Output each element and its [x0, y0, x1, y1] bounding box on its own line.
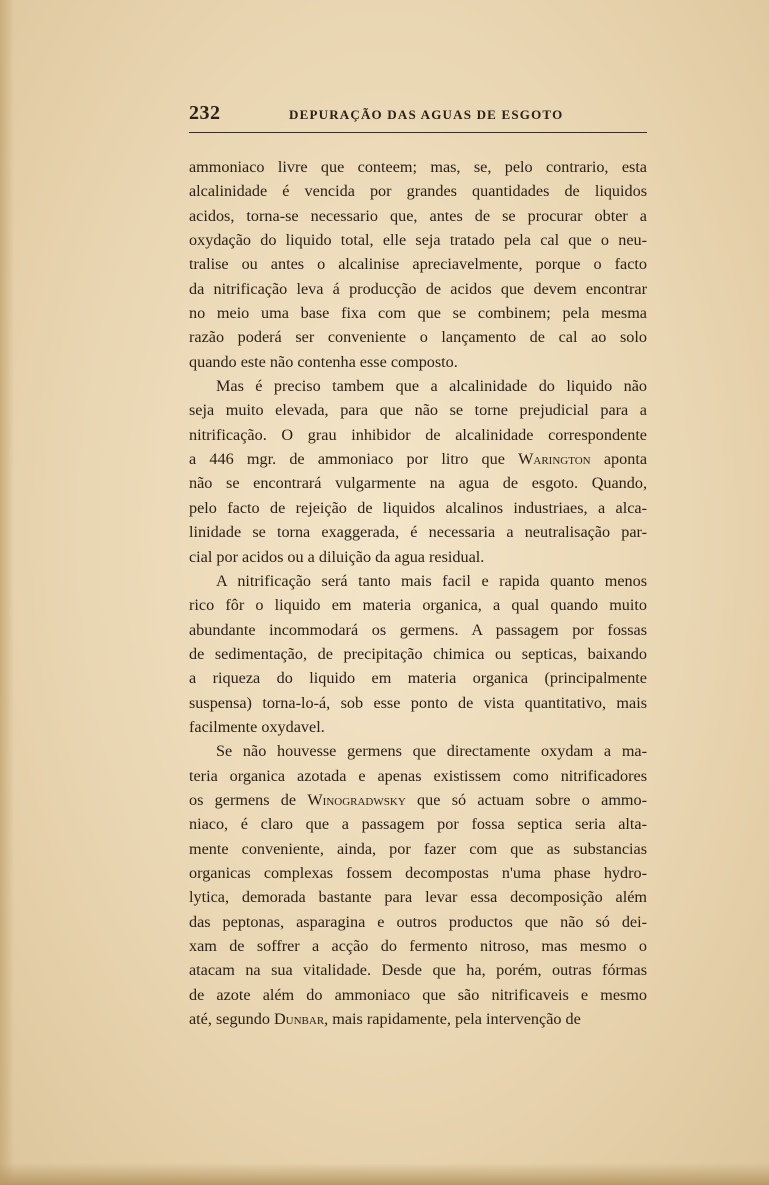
body-text	[189, 155, 647, 1031]
paragraph	[189, 569, 647, 739]
text-line: Se não houvesse germens que directamente oxydam a ma-	[216, 742, 647, 761]
text-line: organicas complexas fossem decompostas n'uma phase hydro-	[189, 863, 647, 882]
text-line: abundante incommodará os germens. A passagem por fossas	[189, 620, 647, 639]
text-line: nitrificação. O grau inhibidor de alcalinidade correspondente	[189, 425, 647, 444]
paragraph	[189, 739, 647, 1031]
page-edge-shadow-bottom	[0, 1163, 769, 1185]
text-line: das peptonas, asparagina e outros productos que não só dei-	[189, 912, 647, 931]
text-line: cial por acidos ou a diluição da agua residual.	[189, 547, 485, 566]
text-line: de azote além do ammoniaco que são nitrificaveis e mesmo	[189, 985, 647, 1004]
header-rule	[189, 132, 647, 133]
page-edge-shadow-left	[0, 0, 14, 1185]
text-line: tralise ou antes o alcalinise apreciavelmente, porque o facto	[189, 255, 647, 274]
text-line: da nitrificação leva á producção de acidos que devem encontrar	[189, 279, 647, 298]
text-line: seja muito elevada, para que não se torne prejudicial para a	[189, 401, 647, 420]
running-head: DEPURAÇÃO DAS AGUAS DE ESGOTO	[289, 107, 564, 122]
text-line: teria organica azotada e apenas existissem como nitrificadores	[189, 766, 647, 785]
text-line: Mas é preciso tambem que a alcalinidade do liquido não	[216, 377, 647, 396]
text-line: lytica, demorada bastante para levar essa decomposição além	[189, 888, 647, 907]
page-header	[189, 102, 647, 128]
text-line: rico fôr o liquido em materia organica, a qual quando muito	[189, 596, 647, 615]
text-line: não se encontrará vulgarmente na agua de esgoto. Quando,	[189, 474, 647, 493]
text-line: pelo facto de rejeição de liquidos alcalinos industriaes, a alca-	[189, 498, 647, 517]
text-line: ammoniaco livre que conteem; mas, se, pelo contrario, esta	[189, 158, 647, 176]
text-line: a 446 mgr. de ammoniaco por litro que Warington aponta	[189, 450, 647, 469]
text-line: facilmente oxydavel.	[189, 717, 325, 736]
text-line: oxydação do liquido total, elle seja tratado pela cal que o neu-	[189, 231, 647, 250]
page-number: 232	[189, 102, 221, 124]
text-line: suspensa) torna-lo-á, sob esse ponto de vista quantitativo, mais	[189, 693, 647, 712]
paragraph	[189, 374, 647, 569]
text-line: razão poderá ser conveniente o lançamento de cal ao solo	[189, 328, 647, 347]
text-line: acidos, torna-se necessario que, antes de se procurar obter a	[189, 206, 647, 225]
text-line: alcalinidade é vencida por grandes quantidades de liquidos	[189, 182, 647, 201]
text-line: linidade se torna exaggerada, é necessaria a neutralisação par-	[189, 523, 647, 542]
text-line: mente conveniente, ainda, por fazer com que as substancias	[189, 839, 647, 858]
text-line: niaco, é claro que a passagem por fossa septica seria alta-	[189, 815, 647, 834]
text-line: a riqueza do liquido em materia organica (principalmente	[189, 669, 647, 688]
text-line: xam de soffrer a acção do fermento nitroso, mas mesmo o	[189, 937, 647, 955]
text-line: quando este não contenha esse composto.	[189, 352, 458, 371]
text-line: atacam na sua vitalidade. Desde que ha, porém, outras fórmas	[189, 961, 647, 980]
text-line: A nitrificação será tanto mais facil e rapida quanto menos	[216, 571, 647, 590]
text-line: os germens de Winogradwsky que só actuam sobre o ammo-	[189, 790, 647, 809]
text-line: de sedimentação, de precipitação chimica ou septicas, baixando	[189, 644, 647, 663]
paragraph	[189, 155, 647, 374]
text-line: até, segundo Dunbar, mais rapidamente, pela intervenção de	[189, 1010, 581, 1029]
text-line: no meio uma base fixa com que se combinem; pela mesma	[189, 304, 647, 323]
